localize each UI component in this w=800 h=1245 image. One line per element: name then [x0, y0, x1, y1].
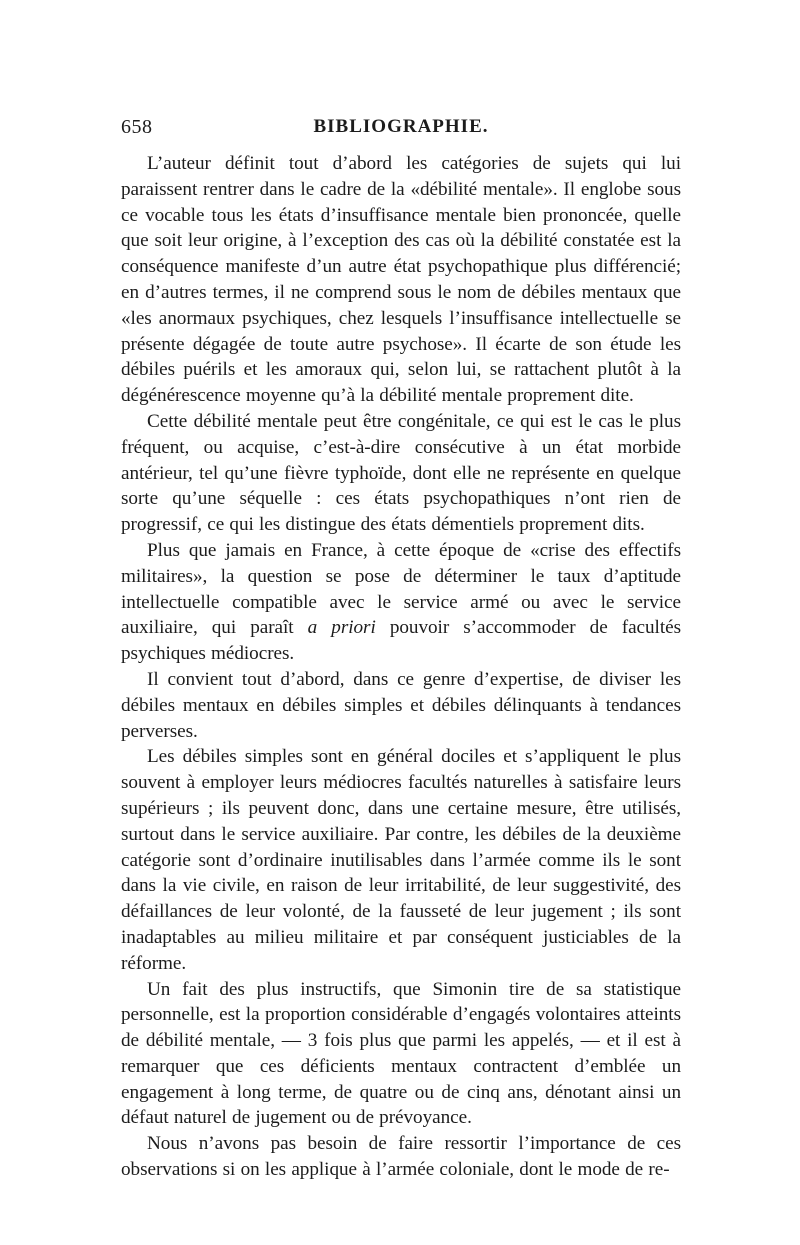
body-text — [121, 151, 681, 1183]
page-header — [121, 116, 681, 140]
paragraph-military-crisis-text: Plus que jamais en France, à cette époque de «crise des effectifs militaires», la question se pose de déterminer le taux d’aptitude intellectuelle compatible avec le service armé ou avec le service auxiliaire, qui paraît — [121, 539, 681, 639]
paragraph-congenital: Cette débilité mentale peut être congénitale, ce qui est le cas le plus fréquent, ou acquise, c’est-à-dire consécutive à un état morbide antérieur, tel qu’une fièvre typhoïde, dont elle ne représente en quelque sorte qu’une séquelle : ces états psychopathiques n’ont rien de progressif, ce qui les distingue des états démentiels proprement dits. — [121, 410, 681, 536]
running-title: BIBLIOGRAPHIE. — [313, 116, 489, 137]
paragraph-definition: L’auteur définit tout d’abord les catégories de sujets qui lui paraissent rentrer dans le cadre de la «débilité mentale». Il englobe sous ce vocable tous les états d’insuffisance mentale bien prononcée, quelle que soit leur origine, à l’exception des cas où la débilité constatée est la conséquence manifeste d’un autre état psychopathique plus différencié; en d’autres termes, il ne comprend sous le nom de débiles mentaux que «les anormaux psychiques, chez lesquels l’insuffisance intellectuelle se présente dégagée de toute autre psychose». Il écarte de son étude les débiles puérils et les amoraux qui, selon lui, se rattachent plutôt à la dégénérescence moyenne qu’à la débilité mentale proprement dite. — [121, 153, 681, 407]
paragraph-military-crisis — [121, 538, 681, 667]
page-number: 658 — [121, 116, 153, 138]
italic-a-priori: a priori — [307, 617, 376, 639]
paragraph-expertise: Il convient tout d’abord, dans ce genre d’expertise, de diviser les débiles mentaux en débiles simples et débiles délinquants à tendances perverses. — [121, 668, 681, 742]
paragraph-simple-debiles: Les débiles simples sont en général dociles et s’appliquent le plus souvent à employer leurs médiocres facultés naturelles à satisfaire leurs supérieurs ; ils peuvent donc, dans une certaine mesure, être utilisés, surtout dans le service auxiliaire. Par contre, les débiles de la deuxième catégorie sont d’ordinaire inutilisables dans l’armée comme ils le sont dans la vie civile, en raison de leur irritabilité, de leur suggestivité, des défaillances de leur volonté, de la fausseté de leur jugement ; ils sont inadaptables au milieu militaire et par conséquent justiciables de la réforme. — [121, 746, 681, 974]
paragraph-military-crisis-end: pouvoir s’accommoder de facultés psychiques médiocres. — [121, 617, 681, 665]
paragraph-colonial-army: Nous n’avons pas besoin de faire ressortir l’importance de ces observations si on les applique à l’armée coloniale, dont le mode de re- — [121, 1133, 681, 1181]
paragraph-volunteers: Un fait des plus instructifs, que Simonin tire de sa statistique personnelle, est la proportion considérable d’engagés volontaires atteints de débilité mentale, — 3 fois plus que parmi les appelés, — et il est à remarquer que ces déficients mentaux contractent d’emblée un engagement à long terme, de quatre ou de cinq ans, dénotant ainsi un défaut naturel de jugement ou de prévoyance. — [121, 978, 681, 1129]
